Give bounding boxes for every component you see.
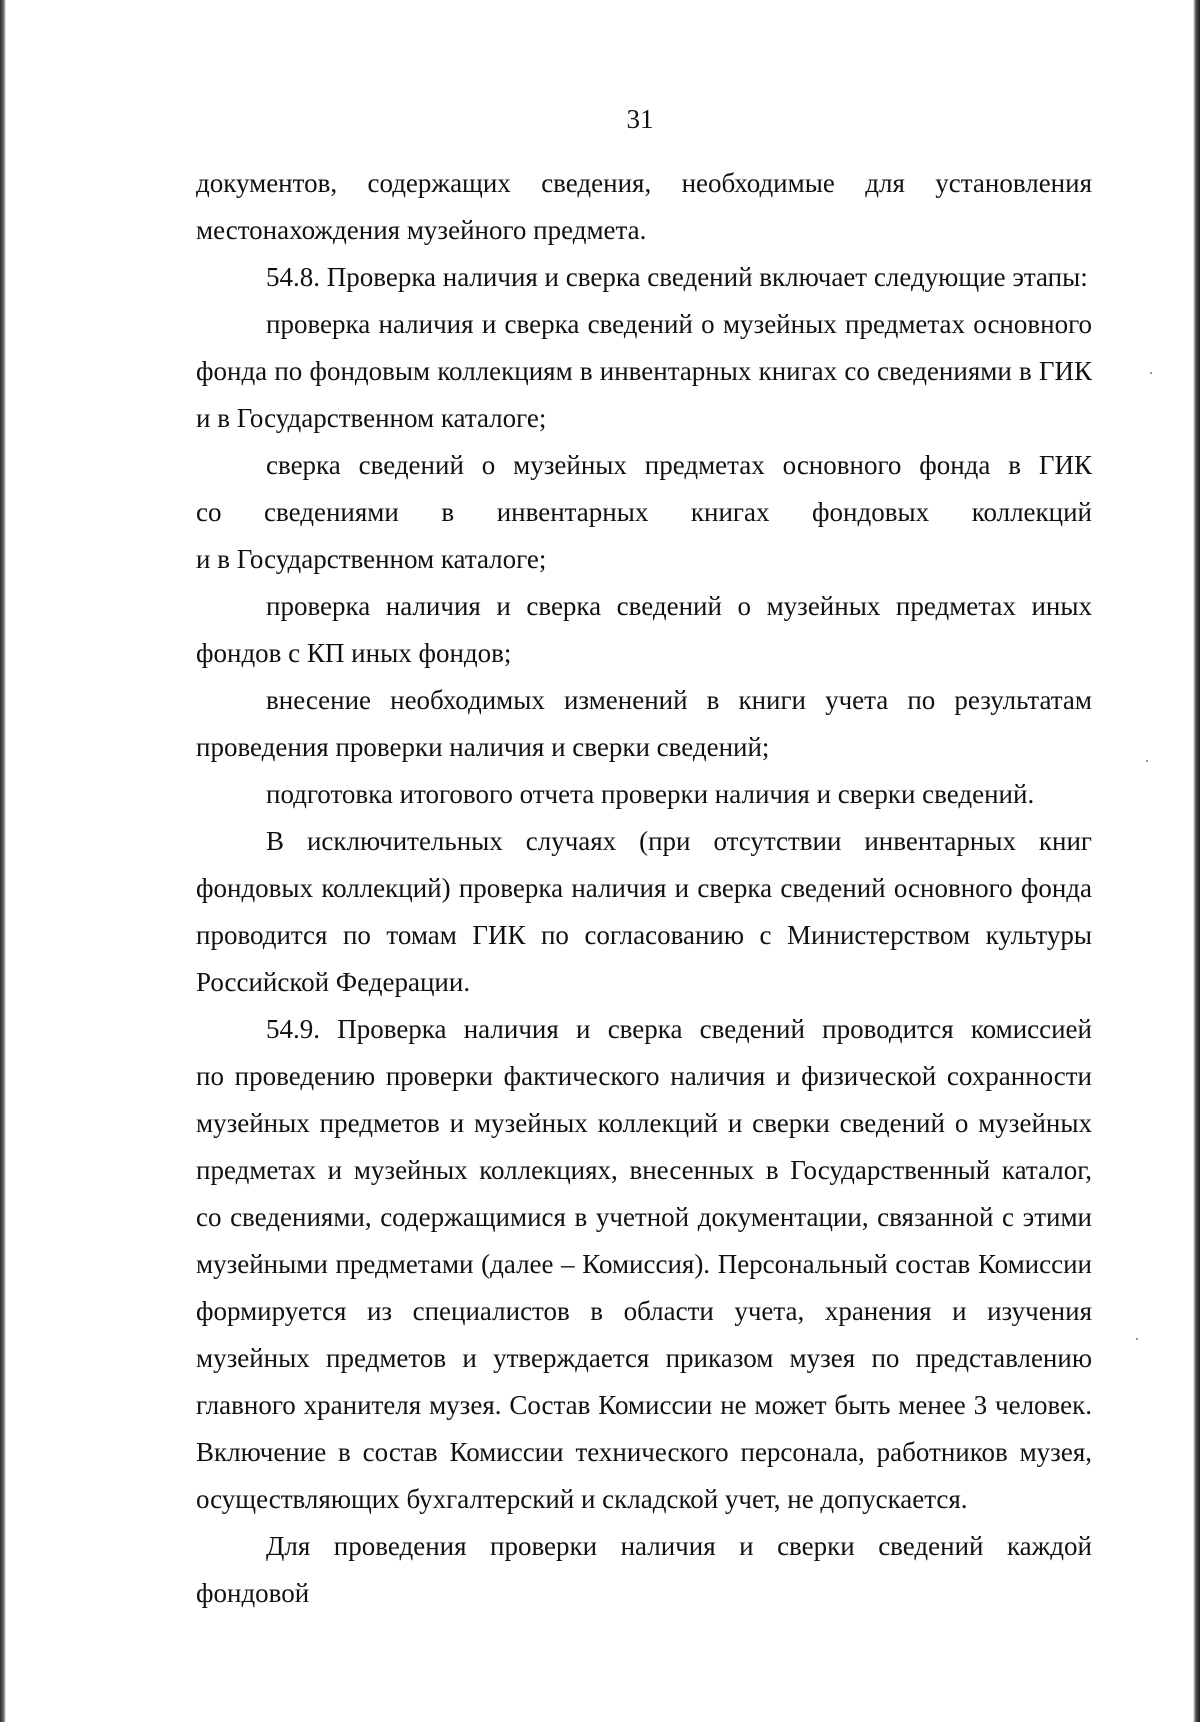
- paragraph: [196, 583, 1092, 677]
- paragraph: [196, 160, 1092, 254]
- paragraph: [196, 818, 1092, 1006]
- text-line: проведения проверки наличия и сверки сведений;: [196, 732, 770, 762]
- text-line: Российской Федерации.: [196, 967, 471, 997]
- text-line: 54.8. Проверка наличия и сверка сведений включает следующие этапы:: [266, 262, 1088, 292]
- text-line: проверка наличия и сверка сведений о музейных предметах основного: [266, 309, 1092, 339]
- text-line: документов, содержащих сведения, необходимые для установления: [196, 168, 1092, 198]
- text-line: музейными предметами (далее – Комиссия). Персональный состав Комиссии: [196, 1249, 1092, 1279]
- text-line: фонда по фондовым коллекциям в инвентарных книгах со сведениями в ГИК: [196, 356, 1092, 386]
- text-line: осуществляющих бухгалтерский и складской учет, не допускается.: [196, 1484, 968, 1514]
- text-line: Для проведения проверки наличия и сверки сведений каждой фондовой: [196, 1531, 1092, 1608]
- text-line: предметах и музейных коллекциях, внесенных в Государственный каталог,: [196, 1155, 1092, 1185]
- paragraph: [196, 1523, 1092, 1617]
- text-line: В исключительных случаях (при отсутствии инвентарных книг: [266, 826, 1092, 856]
- paragraph: [196, 254, 1092, 301]
- text-line: местонахождения музейного предмета.: [196, 215, 647, 245]
- text-line: по проведению проверки фактического наличия и физической сохранности: [196, 1061, 1092, 1091]
- page-number: 31: [626, 104, 654, 134]
- text-line: формируется из специалистов в области учета, хранения и изучения: [196, 1296, 1092, 1326]
- text-line: подготовка итогового отчета проверки наличия и сверки сведений.: [266, 779, 1035, 809]
- text-line: 54.9. Проверка наличия и сверка сведений проводится комиссией: [266, 1014, 1092, 1044]
- text-line: проводится по томам ГИК по согласованию с Министерством культуры: [196, 920, 1092, 950]
- text-line: и в Государственном каталоге;: [196, 403, 547, 433]
- text-line: и в Государственном каталоге;: [196, 544, 547, 574]
- scan-edge-left: [0, 0, 6, 1722]
- text-line: внесение необходимых изменений в книги учета по результатам: [266, 685, 1092, 715]
- text-line: со сведениями в инвентарных книгах фондовых коллекций: [196, 497, 1092, 527]
- paragraph: [196, 771, 1092, 818]
- scan-edge-right: [1193, 0, 1200, 1722]
- text-line: музейных предметов и музейных коллекций и сверки сведений о музейных: [196, 1108, 1092, 1138]
- scan-speck: [1136, 1338, 1138, 1340]
- document-body: [196, 160, 1092, 1617]
- text-line: музейных предметов и утверждается приказом музея по представлению: [196, 1343, 1092, 1373]
- text-line: фондов с КП иных фондов;: [196, 638, 512, 668]
- text-line: со сведениями, содержащимися в учетной документации, связанной с этими: [196, 1202, 1092, 1232]
- paragraph: [196, 677, 1092, 771]
- scan-speck: [1146, 760, 1148, 762]
- text-line: проверка наличия и сверка сведений о музейных предметах иных: [266, 591, 1092, 621]
- paragraph: [196, 442, 1092, 583]
- scan-speck: [1150, 372, 1152, 374]
- text-line: сверка сведений о музейных предметах основного фонда в ГИК: [266, 450, 1092, 480]
- paragraph: [196, 301, 1092, 442]
- text-line: Включение в состав Комиссии технического персонала, работников музея,: [196, 1437, 1092, 1467]
- paragraph: [196, 1006, 1092, 1523]
- text-line: главного хранителя музея. Состав Комиссии не может быть менее 3 человек.: [196, 1390, 1092, 1420]
- text-line: фондовых коллекций) проверка наличия и сверка сведений основного фонда: [196, 873, 1092, 903]
